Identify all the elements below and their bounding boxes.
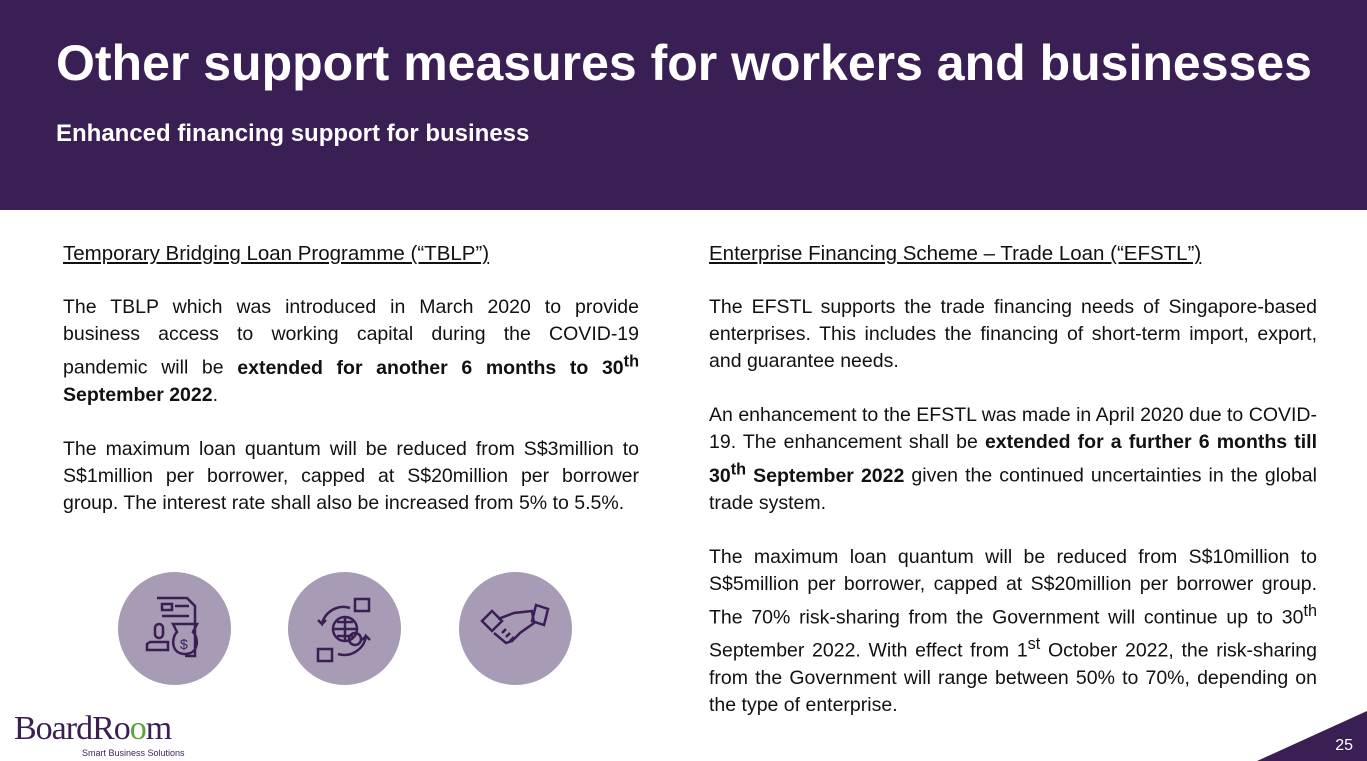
boardroom-logo bbox=[14, 710, 185, 758]
text: An enhancement to the EFSTL was made in April 2020 due to COVID-19. The enhancement shall be bbox=[709, 404, 1317, 453]
logo-text: BoardRo bbox=[14, 710, 130, 747]
handshake-icon bbox=[459, 572, 572, 685]
text: The TBLP which was introduced in March 2020 to provide business access to working capital during the COVID-19 pandemic will be bbox=[63, 296, 639, 379]
loan-document-icon bbox=[118, 572, 231, 685]
text: The maximum loan quantum will be reduced from S$10million to S$5million per borrower, capped at S$20million per borrower group. The 70% risk-sharing from the Government will continue up to 30 bbox=[709, 545, 1317, 628]
superscript: st bbox=[1027, 635, 1041, 653]
text-bold: extended for another 6 months to 30 bbox=[237, 356, 624, 379]
global-trade-icon bbox=[288, 572, 401, 685]
efstl-heading: Enterprise Financing Scheme – Trade Loan (“EFSTL”) bbox=[709, 242, 1202, 265]
text: given the continued uncertainties in the global trade system. bbox=[709, 464, 1317, 514]
text-bold: extended for a further 6 months till 30 bbox=[709, 431, 1317, 487]
text: October 2022, the risk-sharing from the Government will range between 50% to 70%, depending on the type of enterprise. bbox=[709, 639, 1317, 716]
efstl-paragraph-3 bbox=[709, 544, 1317, 719]
efstl-paragraph-1: The EFSTL supports the trade financing needs of Singapore-based enterprises. This includes the financing of short-term import, export, and guarantee needs. bbox=[709, 296, 1317, 372]
header-banner bbox=[0, 0, 1367, 210]
superscript: th bbox=[623, 352, 639, 370]
tblp-paragraph-1 bbox=[63, 294, 639, 409]
page-number: 25 bbox=[1335, 737, 1353, 754]
text: . bbox=[212, 383, 219, 406]
logo-text: o bbox=[129, 710, 146, 747]
text: September 2022. With effect from 1 bbox=[709, 639, 1028, 662]
logo-wordmark bbox=[14, 712, 171, 746]
tblp-heading: Temporary Bridging Loan Programme (“TBLP”) bbox=[63, 242, 490, 265]
tblp-section bbox=[63, 240, 639, 544]
efstl-section bbox=[709, 240, 1317, 746]
superscript: th bbox=[1303, 601, 1317, 620]
efstl-paragraph-2 bbox=[709, 402, 1317, 517]
page-subtitle: Enhanced financing support for business bbox=[56, 120, 530, 147]
logo-tagline: Smart Business Solutions bbox=[82, 748, 185, 758]
text-bold: September 2022 bbox=[63, 383, 213, 406]
page-title: Other support measures for workers and businesses bbox=[56, 35, 1312, 91]
logo-text: m bbox=[145, 710, 172, 747]
text-bold: September 2022 bbox=[746, 464, 905, 487]
tblp-paragraph-2: The maximum loan quantum will be reduced from S$3million to S$1million per borrower, capped at S$20million per borrower group. The interest rate shall also be increased from 5% to 5.5%. bbox=[63, 437, 639, 514]
svg-text:$: $ bbox=[179, 635, 188, 652]
superscript: th bbox=[730, 460, 747, 478]
